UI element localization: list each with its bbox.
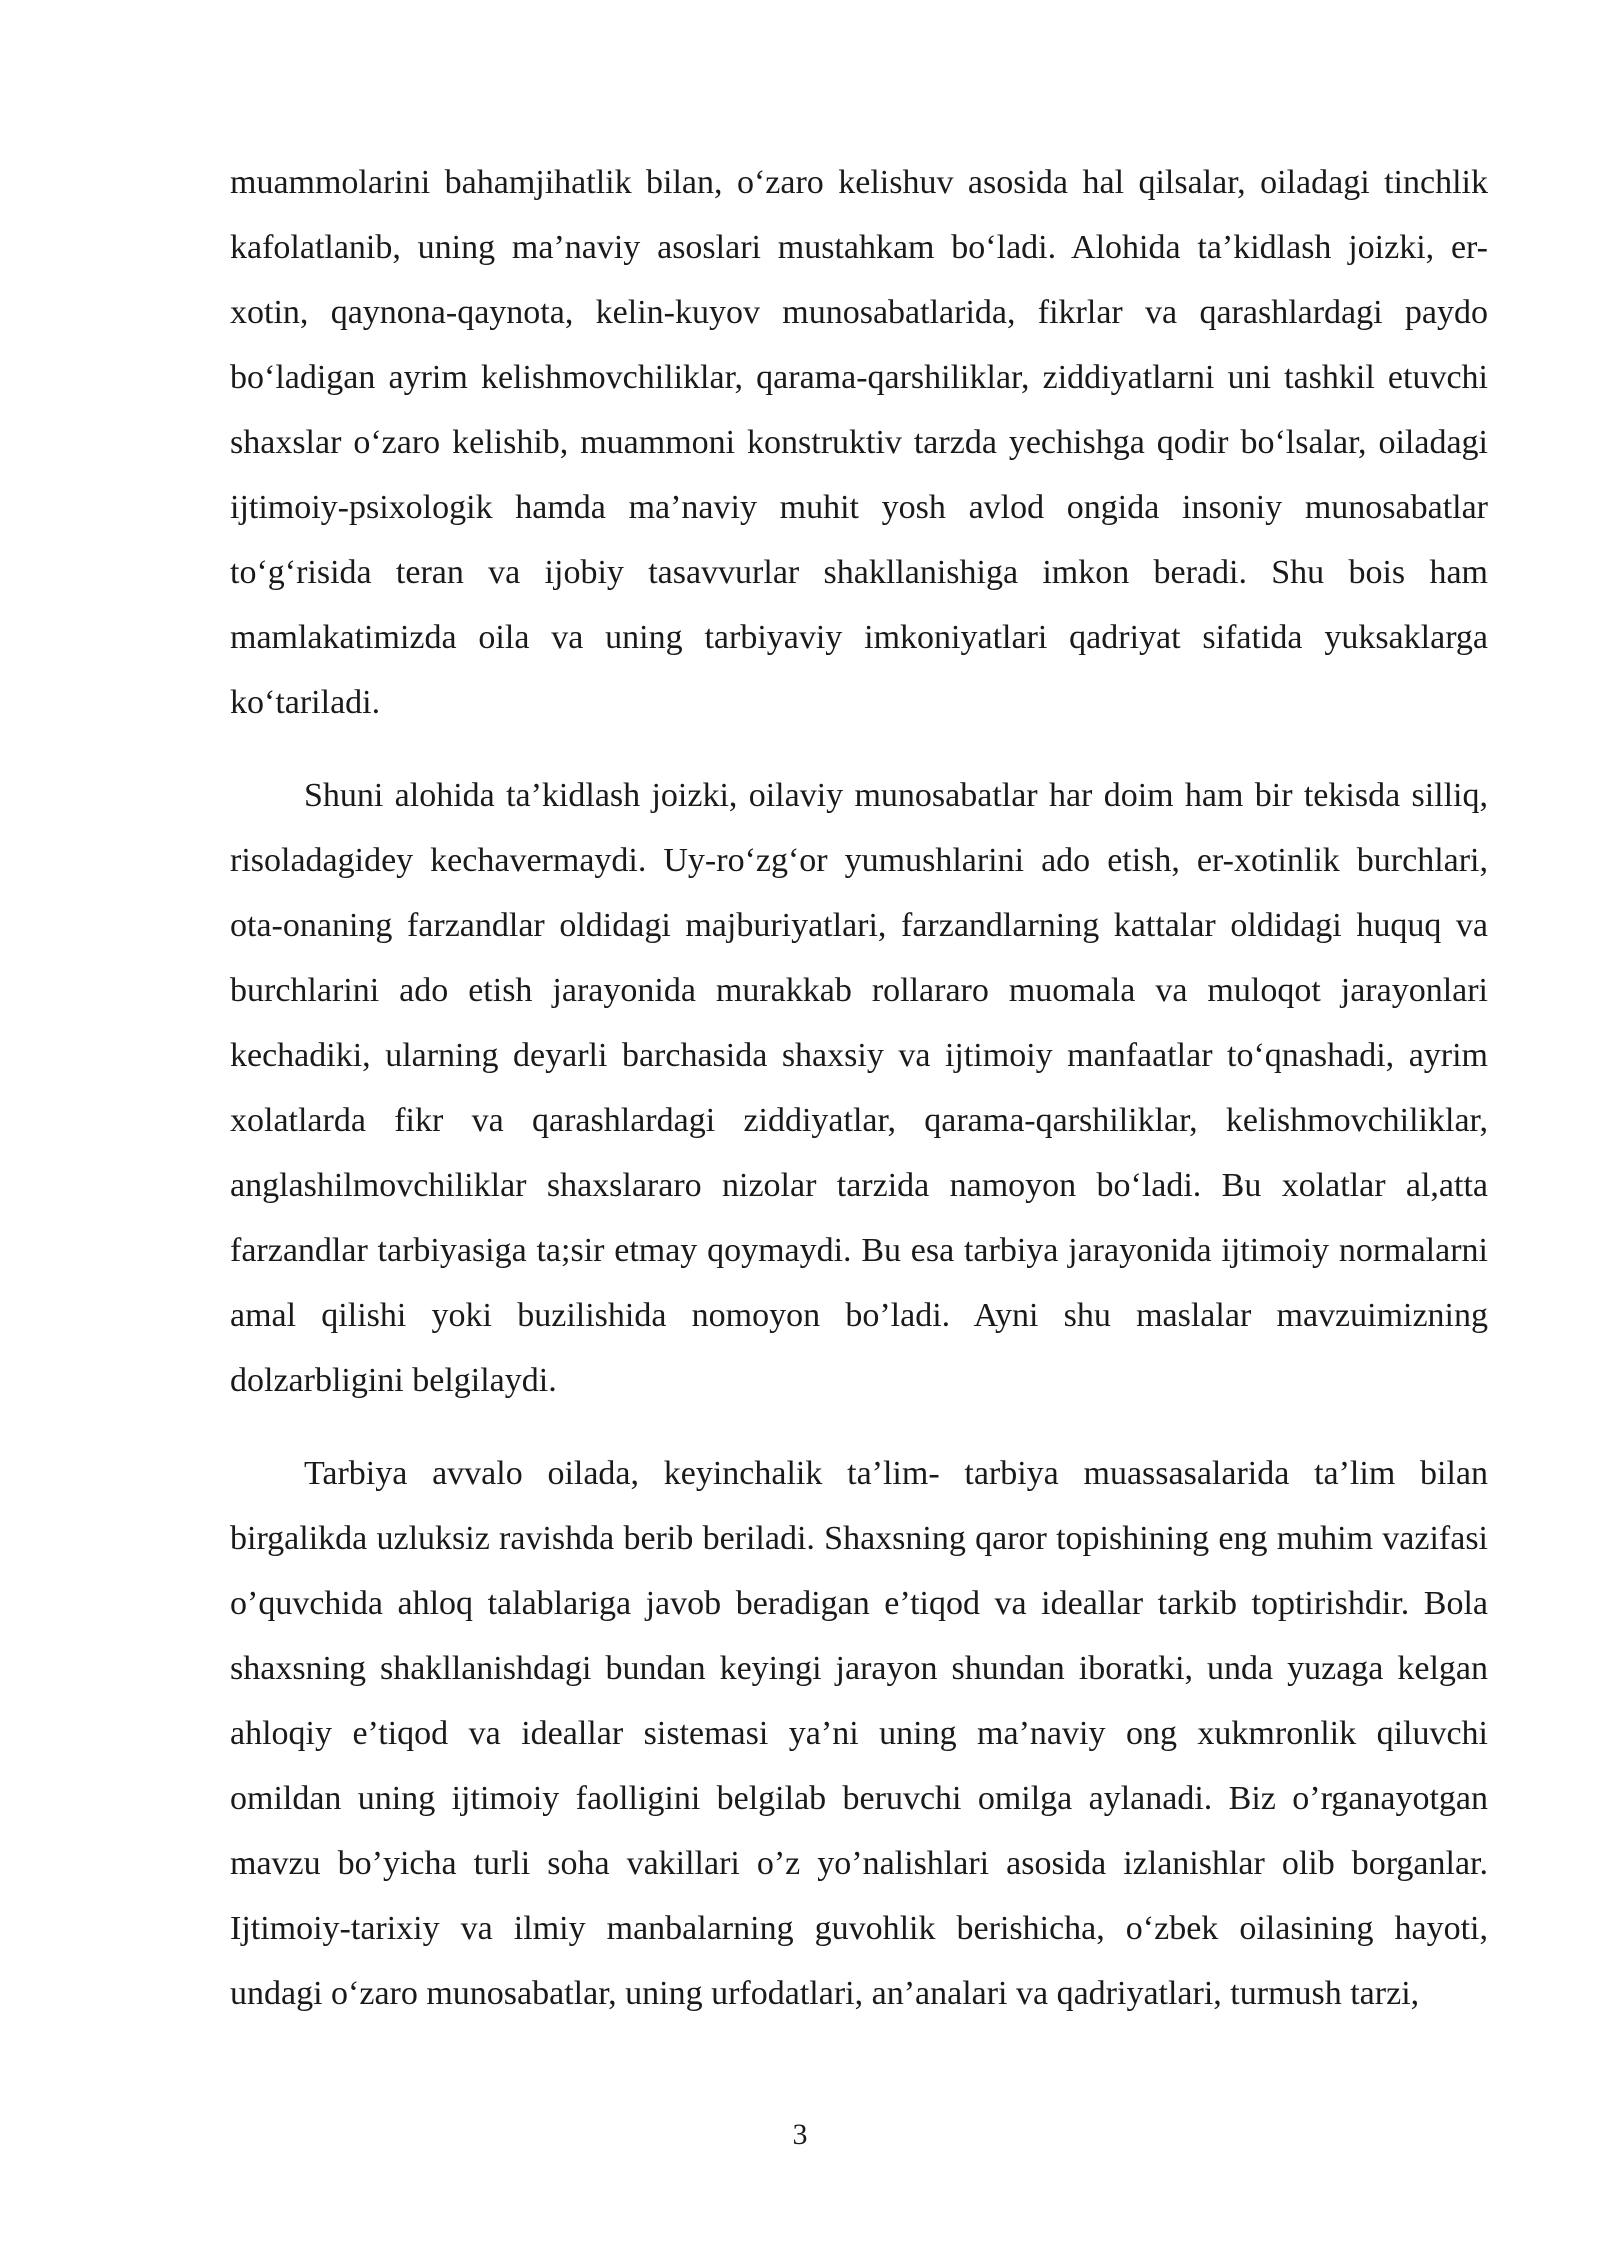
- paragraph-2: Shuni alohida ta’kidlash joizki, oilaviy munosabatlar har doim ham bir tekisda silliq, risoladagidey kechavermaydi. Uy-ro‘zg‘or yumushlarini ado etish, er-xotinlik burchlari, ota-onaning farzandlar oldidagi majburiyatlari, farzandlarning kattalar oldidagi huquq va burchlarini ado etish jarayonida murakkab rollararo muomala va muloqot jarayonlari kechadiki, ularning deyarli barchasida shaxsiy va ijtimoiy manfaatlar to‘qnashadi, ayrim xolatlarda fikr va qarashlardagi ziddiyatlar, qarama-qarshiliklar, kelishmovchiliklar, anglashilmovchiliklar shaxslararo nizolar tarzida namoyon bo‘ladi. Bu xolatlar al,atta farzandlar tarbiyasiga ta;sir etmay qoymaydi. Bu esa tarbiya jarayonida ijtimoiy normalarni amal qilishi yoki buzilishida nomoyon bo’ladi. Ayni shu maslalar mavzuimizning dolzarbligini belgilaydi.: [230, 777, 1488, 1399]
- paragraph-3: Tarbiya avvalo oilada, keyinchalik ta’lim- tarbiya muassasalarida ta’lim bilan birgalikda uzluksiz ravishda berib beriladi. Shaxsning qaror topishining eng muhim vazifasi o’quvchida ahloq talablariga javob beradigan e’tiqod va ideallar tarkib toptirishdir. Bola shaxsning shakllanishdagi bundan keyingi jarayon shundan iboratki, unda yuzaga kelgan ahloqiy e’tiqod va ideallar sistemasi ya’ni uning ma’naviy ong xukmronlik qiluvchi omildan uning ijtimoiy faolligini belgilab beruvchi omilga aylanadi. Biz o’rganayotgan mavzu bo’yicha turli soha vakillari o’z yo’nalishlari asosida izlanishlar olib borganlar. Ijtimoiy-tarixiy va ilmiy manbalarning guvohlik berishicha, o‘zbek oilasining hayoti, undagi o‘zaro munosabatlar, uning urfodatlari, an’analari va qadriyatlari, turmush tarzi,: [230, 1455, 1488, 2012]
- page-number: 3: [792, 2118, 808, 2151]
- body-text: [230, 150, 1488, 2026]
- paragraph-1: muammolarini bahamjihatlik bilan, o‘zaro kelishuv asosida hal qilsalar, oiladagi tinchlik kafolatlanib, uning ma’naviy asoslari mustahkam bo‘ladi. Alohida ta’kidlash joizki, er-xotin, qaynona-qaynota, kelin-kuyov munosabatlarida, fikrlar va qarashlardagi paydo bo‘ladigan ayrim kelishmovchiliklar, qarama-qarshiliklar, ziddiyatlarni uni tashkil etuvchi shaxslar o‘zaro kelishib, muammoni konstruktiv tarzda yechishga qodir bo‘lsalar, oiladagi ijtimoiy-psixologik hamda ma’naviy muhit yosh avlod ongida insoniy munosabatlar to‘g‘risida teran va ijobiy tasavvurlar shakllanishiga imkon beradi. Shu bois ham mamlakatimizda oila va uning tarbiyaviy imkoniyatlari qadriyat sifatida yuksaklarga ko‘tariladi.: [230, 164, 1488, 721]
